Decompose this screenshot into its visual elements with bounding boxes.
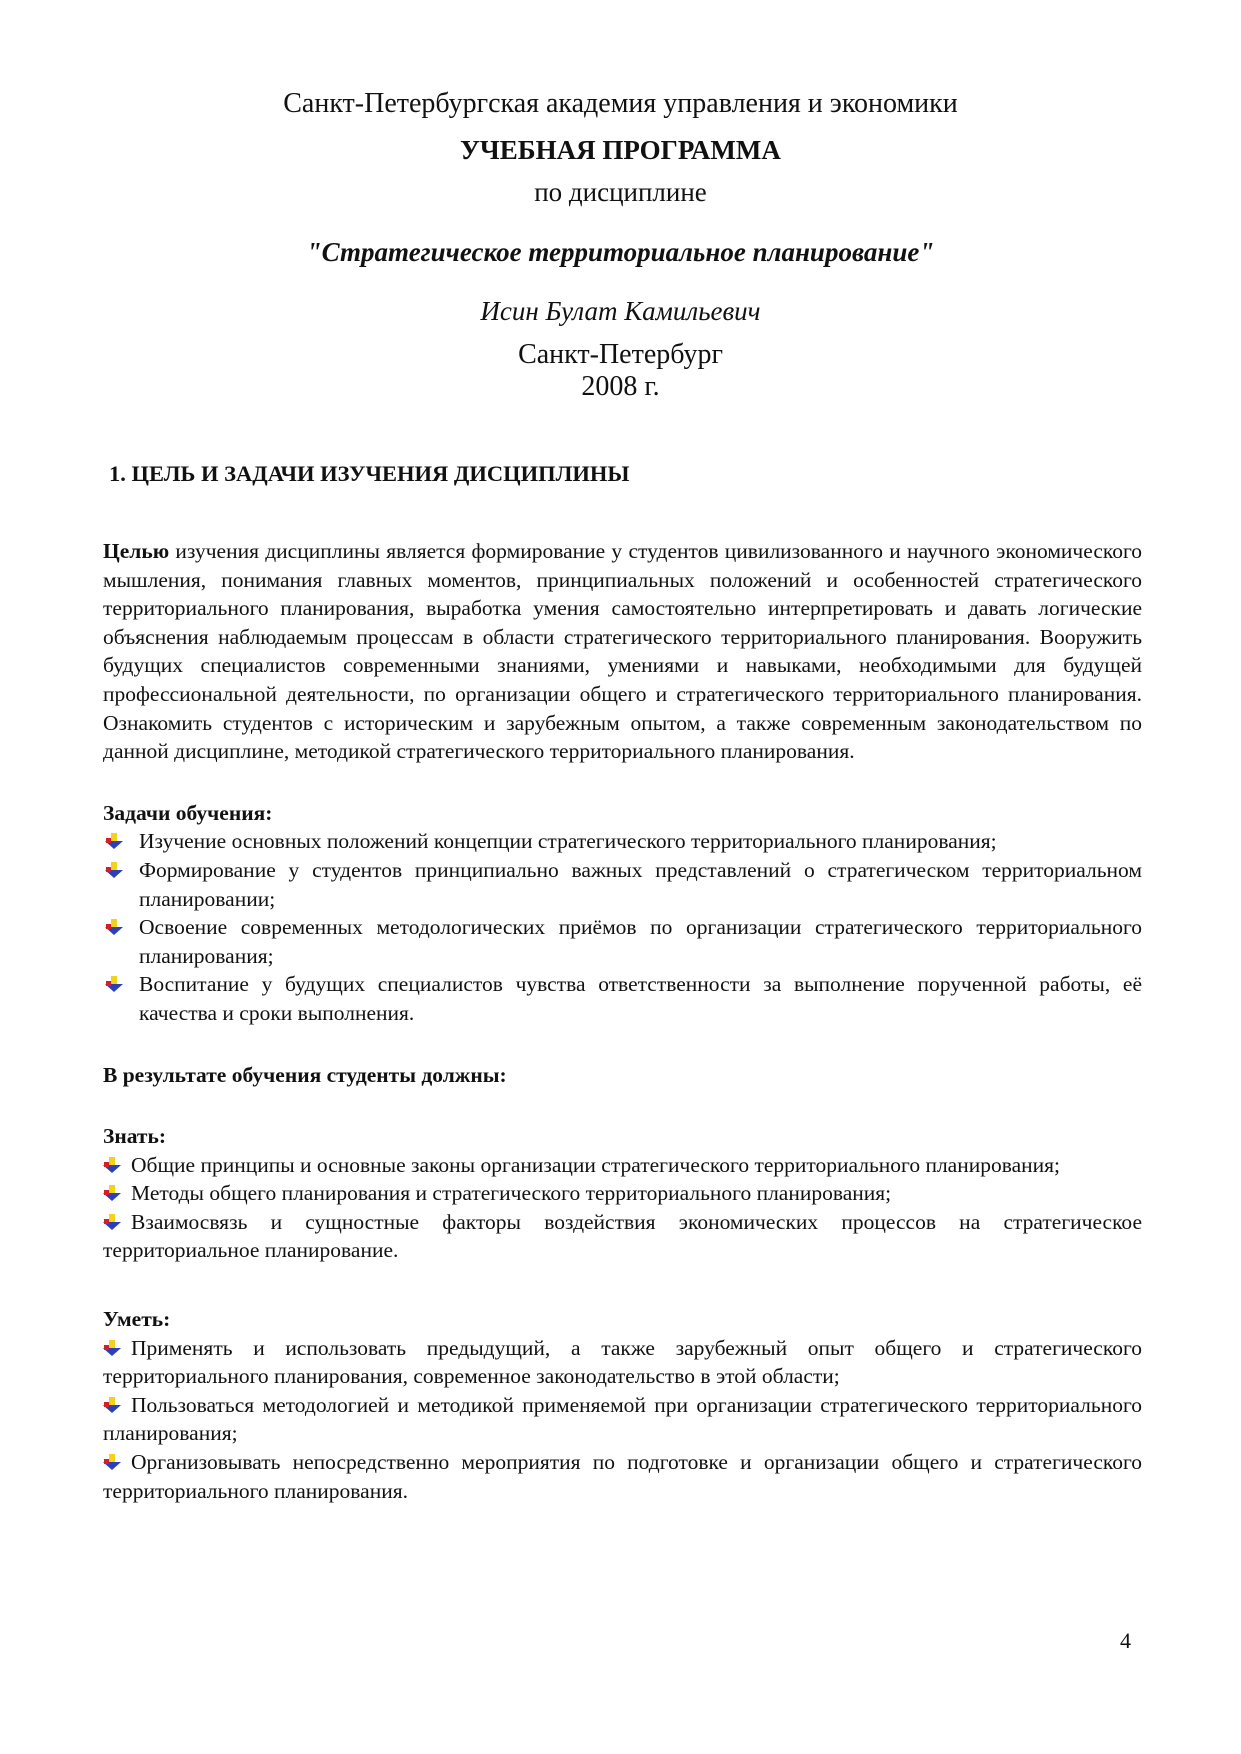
city: Санкт-Петербург: [518, 339, 723, 370]
list-item: [103, 1179, 1142, 1208]
down-arrow-bullet-icon: [105, 862, 123, 878]
know-heading: Знать:: [103, 1124, 167, 1149]
able-text: Применять и использовать предыдущий, а также зарубежный опыт общего и стратегического территориального планирования, современное законодательство в этой области;: [103, 1335, 1142, 1389]
task-text: Освоение современных методологических приёмов по организации стратегического территориального планирования;: [139, 915, 1142, 968]
tasks-list: [103, 827, 1142, 1027]
able-list: [103, 1334, 1142, 1506]
section-heading: 1. ЦЕЛЬ И ЗАДАЧИ ИЗУЧЕНИЯ ДИСЦИПЛИНЫ: [109, 461, 630, 486]
tasks-heading: Задачи обучения:: [103, 800, 273, 825]
by-discipline-label: по дисциплине: [534, 177, 707, 207]
list-item: [103, 913, 1142, 970]
list-item: [103, 1334, 1142, 1391]
list-item: [103, 970, 1142, 1027]
know-list: [103, 1151, 1142, 1265]
task-text: Воспитание у будущих специалистов чувства ответственности за выполнение порученной работы, её качества и сроки выполнения.: [139, 972, 1142, 1025]
able-text: Пользоваться методологией и методикой применяемой при организации стратегического территориального планирования;: [103, 1392, 1142, 1446]
down-arrow-bullet-icon: [105, 976, 123, 992]
discipline-name: "Стратегическое территориальное планирование": [306, 237, 935, 267]
down-arrow-bullet-icon: [103, 1397, 121, 1413]
down-arrow-bullet-icon: [103, 1185, 121, 1201]
goal-text: изучения дисциплины является формирование у студентов цивилизованного и научного экономического мышления, понимания главных моментов, принципиальных положений и особенностей стратегического территориального планирования, выработка умения самостоятельно интерпретировать и давать логические объяснения наблюдаемым процессам в области стратегического территориального планирования. Вооружить будущих специалистов современными знаниями, умениями и навыками, необходимыми для будущей профессиональной деятельности, по организации общего и стратегического территориального планирования. Ознакомить студентов с историческим и зарубежным опытом, а также современным законодательством по данной дисциплине, методикой стратегического территориального планирования.: [103, 539, 1142, 764]
list-item: [103, 1208, 1142, 1265]
goal-paragraph: [103, 537, 1142, 766]
down-arrow-bullet-icon: [103, 1454, 121, 1470]
list-item: [103, 1391, 1142, 1448]
year: 2008 г.: [581, 371, 660, 402]
down-arrow-bullet-icon: [105, 833, 123, 849]
down-arrow-bullet-icon: [105, 919, 123, 935]
result-heading: В результате обучения студенты должны:: [103, 1062, 507, 1087]
list-item: [103, 1448, 1142, 1505]
know-text: Взаимосвязь и сущностные факторы воздействия экономических процессов на стратегическое территориальное планирование.: [103, 1209, 1142, 1263]
goal-lead: Целью: [103, 539, 170, 563]
section-content: [103, 537, 1142, 1505]
page-number: 4: [1120, 1628, 1131, 1653]
list-item: [103, 1151, 1142, 1180]
down-arrow-bullet-icon: [103, 1214, 121, 1230]
document-title: УЧЕБНАЯ ПРОГРАММА: [460, 135, 781, 165]
down-arrow-bullet-icon: [103, 1340, 121, 1356]
author-name: Исин Булат Камильевич: [480, 296, 761, 326]
down-arrow-bullet-icon: [103, 1157, 121, 1173]
able-heading: Уметь:: [103, 1307, 171, 1332]
task-text: Изучение основных положений концепции стратегического территориального планирования;: [139, 829, 997, 854]
know-text: Общие принципы и основные законы организации стратегического территориального планирования;: [131, 1152, 1061, 1177]
able-text: Организовывать непосредственно мероприятия по подготовке и организации общего и стратегического территориального планирования.: [103, 1450, 1142, 1503]
task-text: Формирование у студентов принципиально важных представлений о стратегическом территориальном планировании;: [139, 857, 1142, 911]
academy-name: Санкт-Петербургская академия управления и экономики: [283, 88, 958, 119]
list-item: [103, 827, 1142, 856]
know-text: Методы общего планирования и стратегического территориального планирования;: [131, 1181, 892, 1206]
list-item: [103, 856, 1142, 913]
